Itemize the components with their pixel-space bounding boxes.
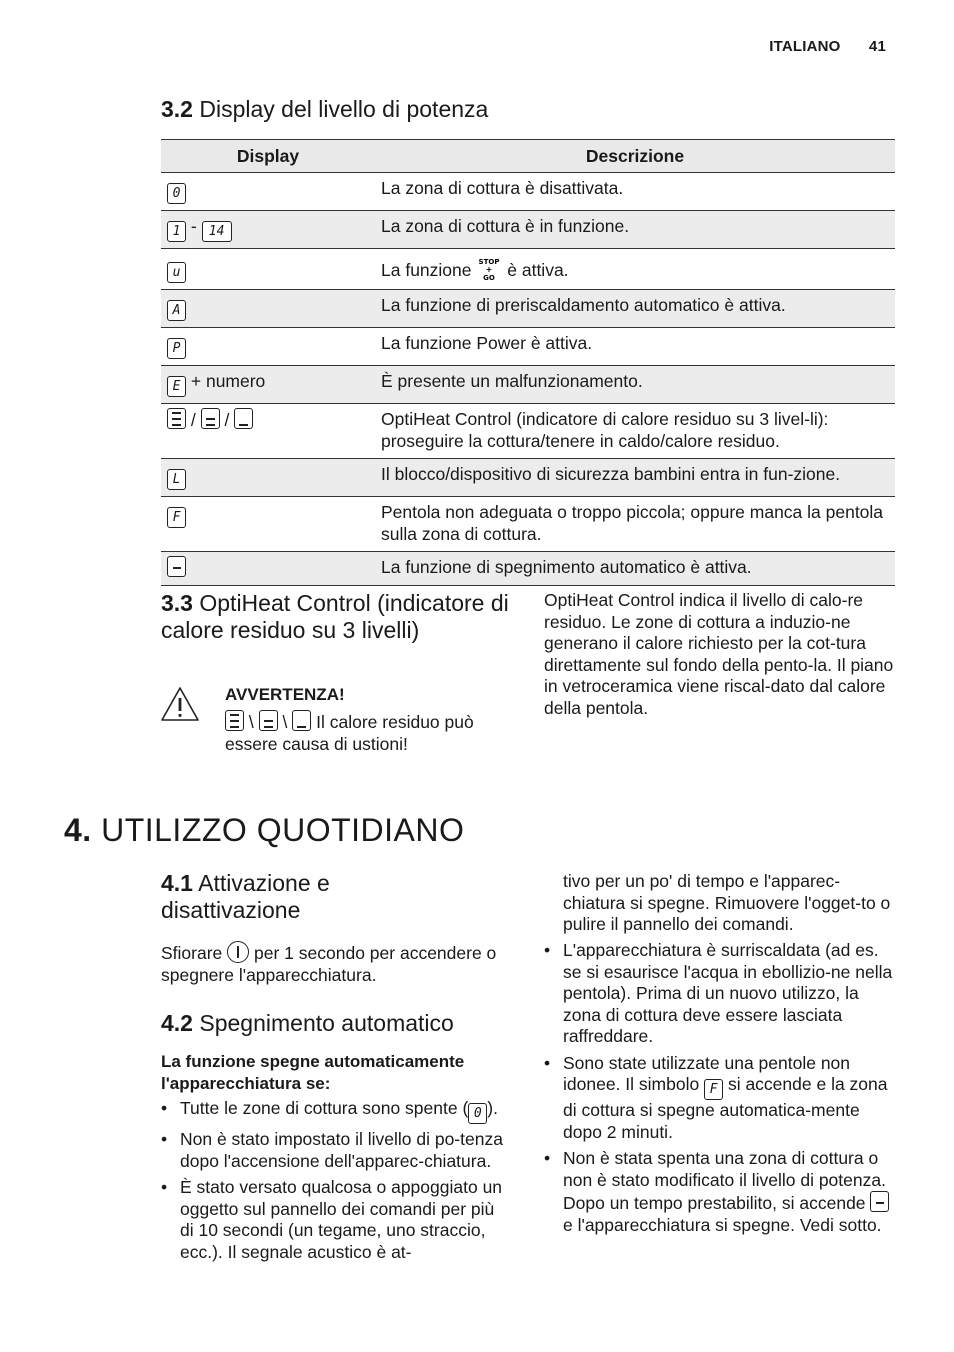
section-number: 3.3 — [161, 590, 193, 616]
list-item: • L'apparecchiatura è surriscaldata (ad es. se si esaurisce l'acqua in ebollizio-ne nella pentola). Prima di un nuovo utilizzo, la zona di cottura deve essere lasciata raffreddare. — [544, 940, 896, 1048]
symbol-separator: \ — [248, 712, 254, 732]
item-text-end: ). — [487, 1098, 498, 1118]
list-item: • Non è stato impostato il livello di po-tenza dopo l'accensione dell'apparec-chiatura. — [161, 1129, 511, 1172]
table-row — [161, 290, 895, 328]
header-display: Display — [161, 140, 375, 173]
section-number: 4.1 — [161, 870, 193, 896]
chapter-4-heading — [64, 812, 464, 849]
table-row — [161, 249, 895, 290]
table-row — [161, 497, 895, 552]
auto-off-dash-icon — [167, 556, 186, 577]
row-description: La funzione di spegnimento automatico è attiva. — [375, 552, 895, 586]
power-level-table — [161, 139, 895, 586]
row-description: Il blocco/dispositivo di sicurezza bambini entra in fun-zione. — [375, 459, 895, 497]
header-description: Descrizione — [375, 140, 895, 173]
stop-go-icon — [476, 256, 502, 282]
warning-triangle-icon — [160, 686, 200, 722]
symbol-separator: / — [224, 410, 230, 430]
table-row — [161, 173, 895, 211]
section-title: Attivazione e disattivazione — [161, 870, 330, 923]
section-number: 3.2 — [161, 96, 193, 122]
activation-text — [161, 941, 517, 986]
row-description — [375, 249, 895, 290]
section-3-2-heading — [161, 96, 488, 123]
row-description: È presente un malfunzionamento. — [375, 366, 895, 404]
item-text: Sono state utilizzate una pentole non idonee. Il simbolo — [563, 1052, 851, 1094]
auto-off-intro: La funzione spegne automaticamente l'apparecchiatura se: — [161, 1052, 465, 1093]
text-before: Sfiorare — [161, 943, 223, 963]
item-text: Non è stata spenta una zona di cottura o non è stato modificato il livello di potenza. Dopo un tempo prestabilito, si accende — [563, 1148, 886, 1213]
display-one-symbol: 1 — [167, 221, 186, 242]
list-item-continuation: tivo per un po' di tempo e l'apparec-chiatura si spegne. Rimuovere l'ogget-to o pulire il pannello dei comandi. — [563, 871, 891, 934]
display-p-symbol: P — [167, 338, 186, 359]
residual-heat-low-icon — [234, 408, 253, 429]
residual-heat-low-icon — [292, 710, 311, 731]
auto-off-dash-icon — [870, 1191, 889, 1212]
residual-heat-high-icon — [167, 408, 186, 429]
display-zero-symbol: 0 — [468, 1103, 487, 1124]
optiheat-description: OptiHeat Control indica il livello di calo-re residuo. Le zone di cottura a induzio-ne generano il calore richiesto per la cot-tura direttamente sul fondo della pento-la. Il piano in vetroceramica viene riscal-dato dal calore della pentola. — [544, 590, 894, 718]
symbol-separator: / — [190, 410, 196, 430]
row-description: La funzione di preriscaldamento automatico è attiva. — [375, 290, 895, 328]
stop-go-icon-go: GO — [483, 274, 496, 282]
display-e-symbol: E — [167, 376, 186, 397]
display-zero-symbol: 0 — [167, 183, 186, 204]
chapter-number: 4. — [64, 812, 92, 848]
auto-off-list-left — [161, 1098, 511, 1268]
row-description: La zona di cottura è in funzione. — [375, 211, 895, 249]
warning-title: AVVERTENZA! — [225, 685, 345, 704]
table-row — [161, 366, 895, 404]
page-header — [745, 38, 886, 55]
symbol-separator: \ — [282, 712, 288, 732]
row-description: Pentola non adeguata o troppo piccola; oppure manca la pentola sulla zona di cottura. — [375, 497, 895, 552]
display-l-symbol: L — [167, 469, 186, 490]
auto-off-list-right — [544, 940, 896, 1241]
list-item — [544, 1148, 896, 1236]
display-f-symbol: F — [167, 507, 186, 528]
header-language: ITALIANO — [769, 38, 841, 55]
table-row — [161, 459, 895, 497]
row-description: La zona di cottura è disattivata. — [375, 173, 895, 211]
item-text: Tutte le zone di cottura sono spente ( — [180, 1098, 469, 1118]
display-a-symbol: A — [167, 300, 186, 321]
item-text-end: e l'apparecchiatura si spegne. Vedi sotto. — [563, 1214, 882, 1235]
residual-heat-high-icon — [225, 710, 244, 731]
desc-before: La funzione — [381, 260, 472, 280]
display-f-symbol: F — [704, 1079, 723, 1100]
list-item — [161, 1098, 511, 1124]
table-header-row — [161, 140, 895, 173]
chapter-title: UTILIZZO QUOTIDIANO — [101, 812, 465, 848]
residual-heat-medium-icon — [259, 710, 278, 731]
display-u-symbol: u — [167, 262, 186, 283]
stop-go-icon-plus: + — [486, 265, 493, 274]
section-title: Display del livello di potenza — [199, 96, 489, 122]
warning-text — [225, 710, 525, 755]
warning-body: Il calore residuo può essere causa di ustioni! — [225, 712, 474, 754]
residual-heat-medium-icon — [201, 408, 220, 429]
table-row — [161, 328, 895, 366]
section-3-3-heading — [161, 590, 521, 644]
section-4-2-heading — [161, 1010, 454, 1037]
section-4-1-heading — [161, 870, 461, 924]
item-text-end: si accende e la zona di cottura si spegne automatica-mente dopo 2 minuti. — [563, 1074, 888, 1142]
list-item — [544, 1053, 896, 1144]
row-description: La funzione Power è attiva. — [375, 328, 895, 366]
range-separator: - — [190, 216, 197, 236]
table-row — [161, 211, 895, 249]
list-item: • È stato versato qualcosa o appoggiato un oggetto sul pannello dei comandi per più di 10 secondi (un tegame, uno straccio, ecc.). Il segnale acustico è at- — [161, 1177, 511, 1263]
display-fourteen-symbol: 14 — [202, 221, 232, 242]
symbol-suffix: + numero — [190, 371, 266, 391]
section-number: 4.2 — [161, 1010, 193, 1036]
table-row — [161, 404, 895, 459]
section-title: OptiHeat Control (indicatore di calore residuo su 3 livelli) — [161, 590, 509, 643]
text-after: per 1 secondo per accendere o spegnere l'apparecchiatura. — [161, 943, 497, 985]
desc-after: è attiva. — [507, 260, 569, 280]
stop-go-icon-stop: STOP — [478, 258, 500, 266]
section-title: Spegnimento automatico — [199, 1010, 454, 1036]
table-row — [161, 552, 895, 586]
power-on-off-icon — [227, 941, 249, 963]
row-description: OptiHeat Control (indicatore di calore residuo su 3 livel-li): proseguire la cottura/tenere in caldo/calore residuo. — [375, 404, 895, 459]
page-number: 41 — [868, 38, 886, 55]
